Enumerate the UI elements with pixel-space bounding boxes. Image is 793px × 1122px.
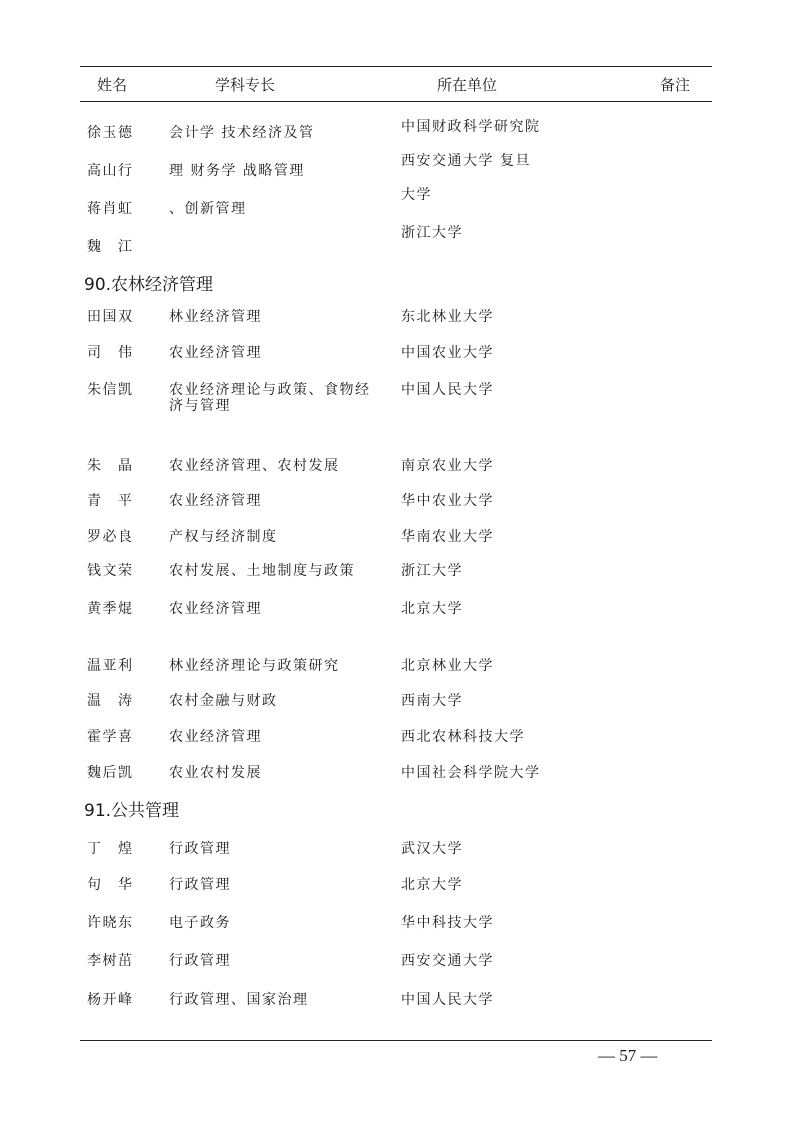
person-name: 句 华 [87, 877, 134, 893]
person-name: 青 平 [87, 493, 134, 509]
unit-text: 中国人民大学 [401, 992, 494, 1008]
column-header-specialty: 学科专长 [215, 76, 276, 94]
person-name: 高山行 [87, 163, 134, 179]
person-name: 罗必良 [87, 529, 134, 545]
person-name: 魏 江 [87, 239, 134, 255]
unit-text: 浙江大学 [401, 563, 463, 579]
specialty-text: 农业经济管理 [169, 601, 262, 617]
specialty-text: 行政管理 [169, 877, 231, 893]
specialty-text: 行政管理 [169, 841, 231, 857]
unit-text: 华中农业大学 [401, 493, 494, 509]
specialty-text: 农业经济管理 [169, 493, 262, 509]
person-name: 温 涛 [87, 693, 134, 709]
unit-text: 武汉大学 [401, 841, 463, 857]
unit-text: 西南大学 [401, 693, 463, 709]
person-name: 司 伟 [87, 345, 134, 361]
person-name: 杨开峰 [87, 992, 134, 1008]
column-header-unit: 所在单位 [437, 76, 498, 94]
unit-text: 北京林业大学 [401, 658, 494, 674]
specialty-text: 林业经济管理 [169, 309, 262, 325]
specialty-text: 农村发展、土地制度与政策 [169, 563, 355, 579]
specialty-text: 农业经济管理 [169, 729, 262, 745]
specialty-text: 林业经济理论与政策研究 [169, 658, 340, 674]
header-bottom-rule [80, 101, 712, 102]
specialty-text-continued: 济与管理 [169, 398, 231, 414]
unit-text: 北京大学 [401, 601, 463, 617]
person-name: 朱 晶 [87, 458, 134, 474]
unit-text: 西安交通大学 [401, 953, 494, 969]
person-name: 丁 煌 [87, 841, 134, 857]
section-title: 91.公共管理 [84, 801, 180, 821]
specialty-text: 农业经济管理 [169, 345, 262, 361]
page-number: — 57 — [598, 1046, 658, 1065]
unit-text: 中国人民大学 [401, 382, 494, 398]
unit-text: 中国财政科学研究院 [401, 119, 541, 135]
person-name: 蒋肖虹 [87, 201, 134, 217]
specialty-text: 农村金融与财政 [169, 693, 278, 709]
unit-text: 南京农业大学 [401, 458, 494, 474]
person-name: 李树茁 [87, 953, 134, 969]
person-name: 徐玉德 [87, 125, 134, 141]
unit-text: 华中科技大学 [401, 915, 494, 931]
footer-rule [80, 1040, 712, 1041]
section-title: 90.农林经济管理 [84, 275, 214, 295]
unit-text: 浙江大学 [401, 225, 463, 241]
specialty-text: 农业经济理论与政策、食物经 [169, 382, 371, 398]
specialty-text: 电子政务 [169, 915, 231, 931]
person-name: 许晓东 [87, 915, 134, 931]
person-name: 田国双 [87, 309, 134, 325]
specialty-text: 、创新管理 [169, 201, 247, 217]
unit-text: 西北农林科技大学 [401, 729, 525, 745]
person-name: 温亚利 [87, 658, 134, 674]
specialty-text: 理 财务学 战略管理 [169, 163, 305, 179]
person-name: 钱文荣 [87, 563, 134, 579]
column-header-name: 姓名 [97, 76, 128, 94]
person-name: 黄季焜 [87, 601, 134, 617]
column-header-remark: 备注 [660, 76, 691, 94]
unit-text: 中国社会科学院大学 [401, 765, 541, 781]
person-name: 魏后凯 [87, 765, 134, 781]
person-name: 霍学喜 [87, 729, 134, 745]
specialty-text: 行政管理 [169, 953, 231, 969]
person-name: 朱信凯 [87, 382, 134, 398]
unit-text: 中国农业大学 [401, 345, 494, 361]
unit-text: 华南农业大学 [401, 529, 494, 545]
specialty-text: 农业经济管理、农村发展 [169, 458, 340, 474]
unit-text: 北京大学 [401, 877, 463, 893]
specialty-text: 会计学 技术经济及管 [169, 125, 315, 141]
unit-text: 东北林业大学 [401, 309, 494, 325]
specialty-text: 产权与经济制度 [169, 529, 278, 545]
specialty-text: 行政管理、国家治理 [169, 992, 309, 1008]
specialty-text: 农业农村发展 [169, 765, 262, 781]
header-top-rule [80, 66, 712, 67]
unit-text: 大学 [401, 187, 432, 203]
unit-text: 西安交通大学 复旦 [401, 153, 531, 169]
